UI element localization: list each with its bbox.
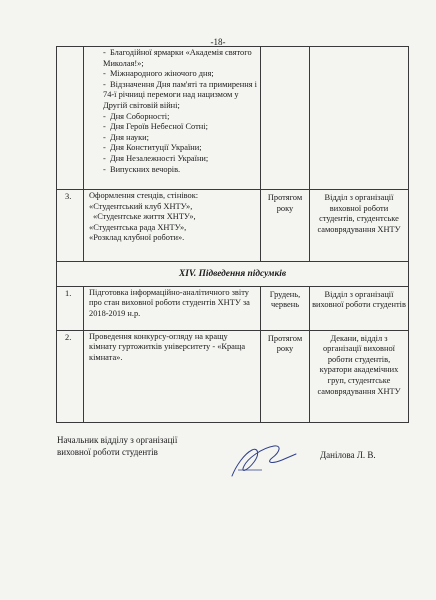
list-item: - Благодійної ярмарки «Академія святого Миколая!»; bbox=[103, 48, 252, 68]
list-item: - Дня Конституції України; bbox=[103, 143, 202, 153]
term-cell: Протягом року bbox=[261, 190, 310, 262]
signature-image bbox=[222, 436, 312, 484]
position-line: виховної роботи студентів bbox=[57, 447, 158, 457]
activity-line: «Студентська рада ХНТУ», bbox=[89, 222, 187, 232]
activity-cell bbox=[84, 190, 261, 262]
list-item: - Міжнародного жіночого дня; bbox=[103, 69, 214, 79]
term-cell: Грудень, червень bbox=[261, 286, 310, 330]
table-row bbox=[57, 286, 409, 330]
activity-cell bbox=[84, 47, 261, 190]
page-number: -18- bbox=[210, 37, 226, 47]
activity-line: Оформлення стендів, стінівок: bbox=[89, 191, 199, 200]
table-row-continued bbox=[57, 47, 409, 190]
table-row bbox=[57, 330, 409, 422]
activity-line: «Студентський клуб ХНТУ», bbox=[89, 201, 193, 211]
responsible-cell: Декани, відділ з організації виховної роботи студентів, куратори академічних груп, студентське самоврядування ХНТУ bbox=[310, 330, 409, 422]
list-item: - Дня Соборності; bbox=[103, 111, 170, 121]
signatory-name: Данілова Л. В. bbox=[320, 450, 376, 460]
list-item: - Відзначення Дня пам'яті та примирення і 74-ї річниці перемоги над нацизмом у Другій світовій війні; bbox=[103, 79, 258, 110]
plan-table bbox=[56, 46, 409, 423]
row-number: 3. bbox=[57, 190, 84, 262]
responsible-cell: Відділ з організації виховної роботи студентів bbox=[310, 286, 409, 330]
activity-cell: Проведення конкурсу-огляду на кращу кімнату гуртожитків університету - «Краща кімната». bbox=[84, 330, 261, 422]
list-item: - Дня Героїв Небесної Сотні; bbox=[103, 122, 208, 132]
section-row bbox=[57, 262, 409, 287]
signatory-position bbox=[57, 434, 177, 458]
responsible-cell bbox=[310, 47, 409, 190]
activity-line: «Студентське життя ХНТУ», bbox=[93, 212, 196, 222]
list-item: - Дня науки; bbox=[103, 132, 149, 142]
term-cell: Протягом року bbox=[261, 330, 310, 422]
responsible-cell: Відділ з організації виховної роботи студентів, студентське самоврядування ХНТУ bbox=[310, 190, 409, 262]
list-item: - Випускних вечорів. bbox=[103, 164, 181, 174]
activity-line: «Розклад клубної роботи». bbox=[89, 233, 185, 243]
activity-cell: Підготовка інформаційно-аналітичного звіту про стан виховної роботи студентів ХНТУ за 2018-2019 н.р. bbox=[84, 286, 261, 330]
section-title: XIV. Підведення підсумків bbox=[57, 262, 409, 287]
row-number: 1. bbox=[57, 286, 84, 330]
term-cell bbox=[261, 47, 310, 190]
num-cell bbox=[57, 47, 84, 190]
row-number: 2. bbox=[57, 330, 84, 422]
position-line: Начальник відділу з організації bbox=[57, 435, 178, 445]
table-row bbox=[57, 190, 409, 262]
list-item: - Дня Незалежності України; bbox=[103, 153, 209, 163]
